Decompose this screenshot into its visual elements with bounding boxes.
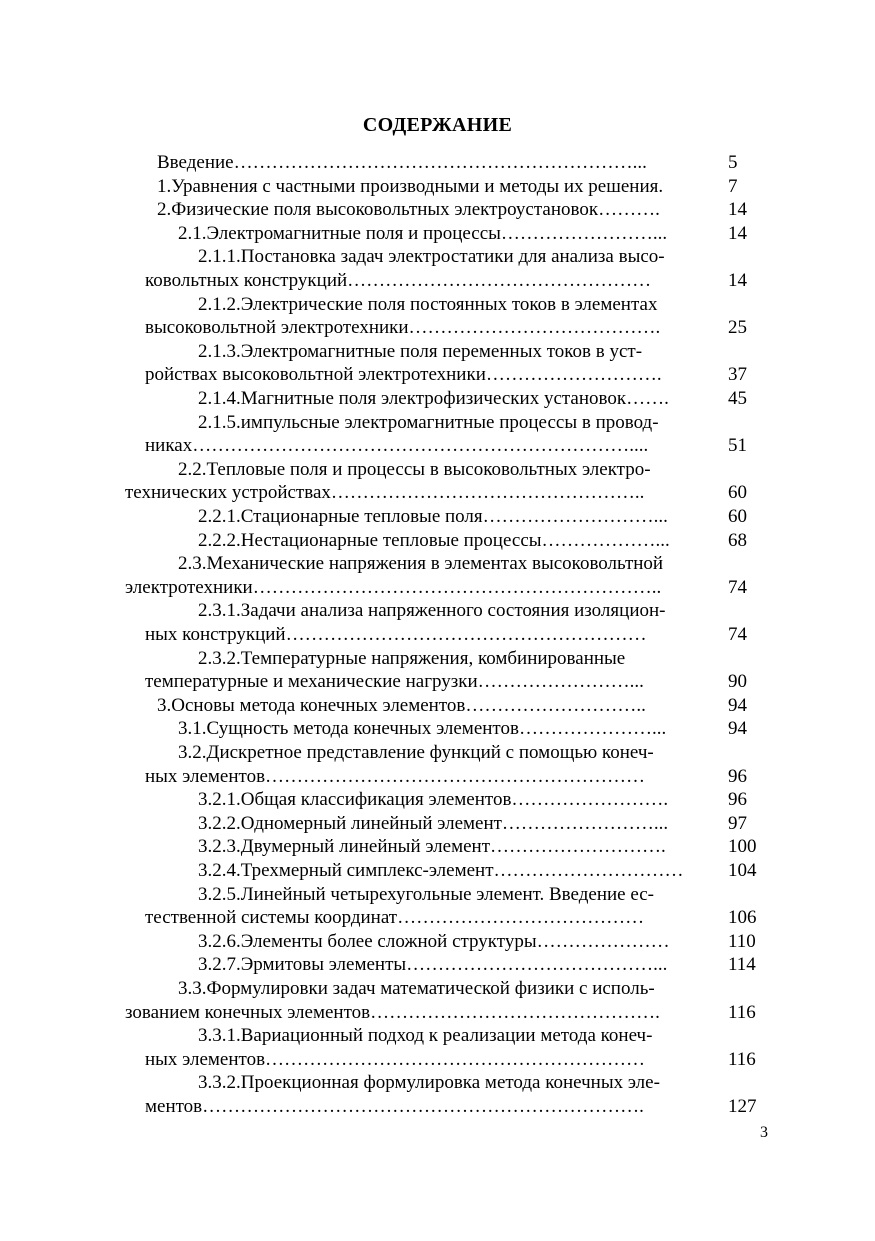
toc-entry-page: 116 xyxy=(728,1048,756,1070)
toc-entry-page: 14 xyxy=(728,199,747,221)
toc-entry-text: ментов……………………………………………………………. xyxy=(145,1096,644,1117)
toc-entry-text: 3.3.1.Вариационный подход к реализации метода конеч- xyxy=(198,1025,653,1047)
toc-entry-text: 2.1.Электромагнитные поля и процессы……………………... xyxy=(178,222,668,244)
toc-entry-page: 45 xyxy=(728,388,747,409)
toc-entry-text: ных элементов…………………………………………………… xyxy=(145,1048,646,1070)
toc-entry-text: 2.Физические поля высоковольтных электроустановок………. xyxy=(157,199,660,221)
toc-entry-text: 2.2.Тепловые поля и процессы в высоковольтных электро- xyxy=(178,458,651,480)
toc-entry-text: ных элементов…………………………………………………… xyxy=(145,765,646,787)
toc-line xyxy=(0,363,875,387)
toc-entry-page: 5 xyxy=(728,152,738,173)
toc-line xyxy=(0,529,875,553)
toc-line xyxy=(0,552,875,576)
toc-line xyxy=(0,269,875,293)
toc-line xyxy=(0,788,875,812)
toc-entry-text: 2.2.2.Нестационарные тепловые процессы………………... xyxy=(198,529,670,551)
toc-line xyxy=(0,316,875,340)
toc-entry-page: 7 xyxy=(728,175,738,197)
toc-line xyxy=(0,765,875,789)
toc-entry-page: 127 xyxy=(728,1096,757,1117)
toc-entry-text: 2.2.1.Стационарные тепловые поля………………………... xyxy=(198,506,668,527)
toc-line xyxy=(0,198,875,222)
toc-line xyxy=(0,1048,875,1072)
toc-line xyxy=(0,1071,875,1095)
toc-line xyxy=(0,835,875,859)
toc-entry-text: электротехники……………………………………………………….. xyxy=(125,576,662,598)
toc-entry-page: 96 xyxy=(728,789,747,811)
toc-entry-text: ройствах высоковольтной электротехники………………………. xyxy=(145,364,662,386)
toc-entry-text: 2.1.3.Электромагнитные поля переменных токов в уст- xyxy=(198,340,643,362)
toc-line xyxy=(0,411,875,435)
toc-line xyxy=(0,647,875,671)
toc-entry-page: 114 xyxy=(728,954,756,976)
toc-line xyxy=(0,741,875,765)
toc-line xyxy=(0,953,875,977)
toc-line xyxy=(0,930,875,954)
toc-line xyxy=(0,175,875,199)
toc-entry-text: 2.1.4.Магнитные поля электрофизических установок……. xyxy=(198,388,669,409)
toc-entry-text: тественной системы координат………………………………… xyxy=(145,907,645,929)
toc-line xyxy=(0,458,875,482)
toc-line xyxy=(0,906,875,930)
toc-entry-page: 96 xyxy=(728,765,747,787)
toc-entry-text: 2.3.2.Температурные напряжения, комбинированные xyxy=(198,647,626,669)
toc-entry-text: 1.Уравнения с частными производными и методы их решения. xyxy=(157,175,664,197)
toc-entry-text: высоковольтной электротехники…………………………………. xyxy=(145,317,661,339)
toc-entry-page: 51 xyxy=(728,435,747,457)
toc-entry-page: 94 xyxy=(728,718,747,740)
toc-entry-page: 37 xyxy=(728,364,747,386)
toc-line xyxy=(0,1024,875,1048)
toc-entry-text: 2.3.Механические напряжения в элементах высоковольтной xyxy=(178,553,664,575)
toc-entry-text: 3.2.Дискретное представление функций с помощью конеч- xyxy=(178,742,654,763)
toc-entry-text: 3.3.2.Проекционная формулировка метода конечных эле- xyxy=(198,1072,660,1094)
toc-line xyxy=(0,1001,875,1025)
toc-entry-text: 2.1.2.Электрические поля постоянных токов в элементах xyxy=(198,293,658,315)
toc-line xyxy=(0,481,875,505)
toc-entry-page: 60 xyxy=(728,482,747,504)
toc-entry-page: 60 xyxy=(728,506,747,527)
toc-entry-text: 3.2.5.Линейный четырехугольные элемент. Введение ес- xyxy=(198,883,654,905)
toc-entry-text: 3.Основы метода конечных элементов……………………….. xyxy=(157,694,646,716)
toc-entry-page: 68 xyxy=(728,529,747,551)
toc-entry-text: зованием конечных элементов………………………………………. xyxy=(125,1001,660,1023)
toc-entry-page: 14 xyxy=(728,222,747,244)
toc-line xyxy=(0,340,875,364)
toc-line xyxy=(0,623,875,647)
toc-entry-text: 2.3.1.Задачи анализа напряженного состояния изоляцион- xyxy=(198,600,666,622)
toc-line xyxy=(0,812,875,836)
toc-line xyxy=(0,505,875,529)
toc-entry-text: температурные и механические нагрузки……………………... xyxy=(145,671,644,693)
toc-line xyxy=(0,599,875,623)
toc-entry-page: 25 xyxy=(728,317,747,339)
toc-line xyxy=(0,977,875,1001)
toc-line xyxy=(0,434,875,458)
toc-entry-page: 94 xyxy=(728,694,747,716)
toc-line xyxy=(0,694,875,718)
toc-entry-page: 74 xyxy=(728,624,747,645)
toc-entry-text: 3.2.4.Трехмерный симплекс-элемент………………………… xyxy=(198,860,684,881)
toc-entry-text: 2.1.5.импульсные электромагнитные процессы в провод- xyxy=(198,411,659,433)
toc-entry-page: 110 xyxy=(728,930,756,952)
toc-entry-text: 3.1.Сущность метода конечных элементов…………………... xyxy=(178,718,667,740)
toc-entry-text: 3.2.1.Общая классификация элементов……………………. xyxy=(198,789,669,811)
toc-entry-text: 3.3.Формулировки задач математической физики с исполь- xyxy=(178,978,655,999)
toc-entry-text: ковольтных конструкций………………………………………… xyxy=(145,270,652,291)
toc-line xyxy=(0,245,875,269)
toc-line xyxy=(0,576,875,600)
toc-line xyxy=(0,222,875,246)
toc-entry-text: 2.1.1.Постановка задач электростатики для анализа высо- xyxy=(198,246,665,268)
toc-entry-page: 97 xyxy=(728,812,747,834)
toc-entry-text: 3.2.3.Двумерный линейный элемент………………………. xyxy=(198,836,666,858)
toc-entry-text: 3.2.2.Одномерный линейный элемент……………………... xyxy=(198,812,669,834)
page-number: 3 xyxy=(760,1124,768,1141)
toc-line xyxy=(0,151,875,175)
toc-line xyxy=(0,670,875,694)
toc-line xyxy=(0,883,875,907)
toc-entry-page: 74 xyxy=(728,576,747,598)
toc-line xyxy=(0,859,875,883)
toc-entry-text: 3.2.7.Эрмитовы элементы…………………………………... xyxy=(198,954,668,976)
toc-entry-text: ных конструкций………………………………………………… xyxy=(145,624,647,645)
page-title: СОДЕРЖАНИЕ xyxy=(362,114,513,136)
toc-entry-page: 100 xyxy=(728,836,757,858)
toc-entry-text: Введение………………………………………………………... xyxy=(157,152,647,173)
toc-entry-text: никах…………………………………………………………….... xyxy=(145,435,649,457)
toc-entry-text: технических устройствах………………………………………….. xyxy=(125,482,645,504)
toc-entry-text: 3.2.6.Элементы более сложной структуры………………… xyxy=(198,930,670,952)
toc-entry-page: 14 xyxy=(728,270,747,291)
toc-entry-page: 106 xyxy=(728,907,757,929)
toc-entry-page: 116 xyxy=(728,1001,756,1023)
toc-line xyxy=(0,293,875,317)
toc-line xyxy=(0,1095,875,1119)
toc-line xyxy=(0,387,875,411)
toc-entry-page: 90 xyxy=(728,671,747,693)
toc-line xyxy=(0,717,875,741)
toc-entry-page: 104 xyxy=(728,860,757,881)
